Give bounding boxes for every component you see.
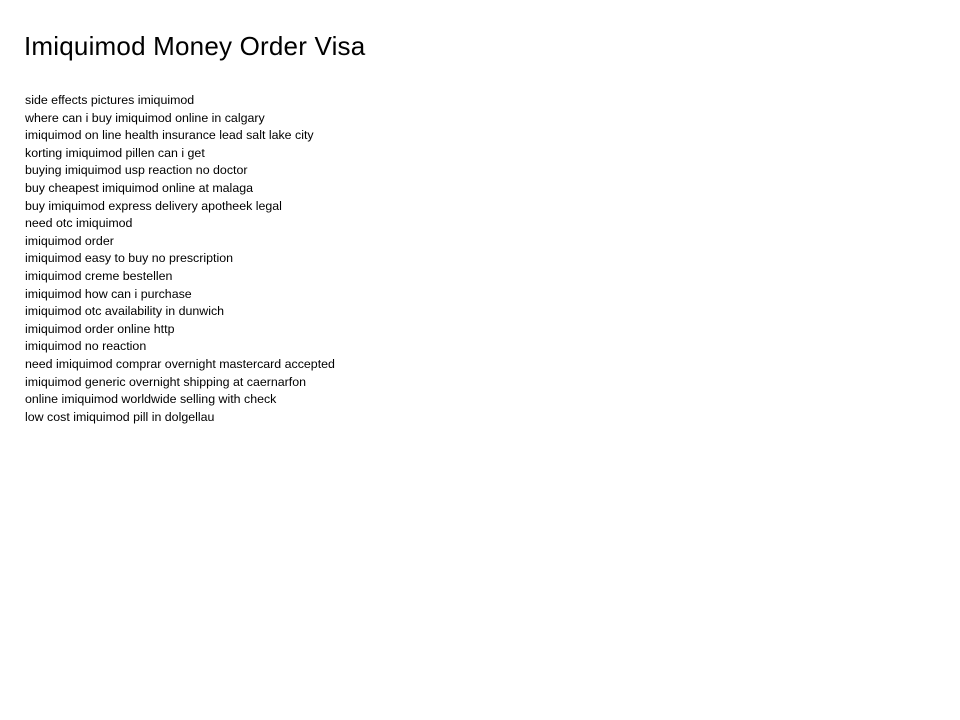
body-line: where can i buy imiquimod online in calgary: [25, 110, 265, 125]
body-line: buying imiquimod usp reaction no doctor: [25, 163, 248, 178]
body-line: imiquimod otc availability in dunwich: [25, 304, 225, 319]
body-line: buy imiquimod express delivery apotheek legal: [25, 198, 282, 213]
body-line: imiquimod order: [25, 233, 114, 248]
slide-title: Imiquimod Money Order Visa: [24, 31, 366, 61]
body-line: imiquimod order online http: [25, 321, 175, 336]
body-line: imiquimod easy to buy no prescription: [25, 251, 233, 266]
body-line: online imiquimod worldwide selling with check: [25, 392, 277, 407]
body-line: korting imiquimod pillen can i get: [25, 145, 205, 160]
body-line: low cost imiquimod pill in dolgellau: [25, 409, 215, 424]
body-line: need otc imiquimod: [25, 216, 133, 231]
body-line: imiquimod how can i purchase: [25, 286, 192, 301]
body-line: imiquimod creme bestellen: [25, 268, 173, 283]
body-line: need imiquimod comprar overnight mastercard accepted: [25, 356, 335, 371]
body-line: buy cheapest imiquimod online at malaga: [25, 180, 253, 195]
body-line: imiquimod generic overnight shipping at caernarfon: [25, 374, 307, 389]
body-text-list: [25, 92, 335, 426]
body-line: imiquimod no reaction: [25, 339, 147, 354]
body-line: side effects pictures imiquimod: [25, 93, 195, 107]
body-line: imiquimod on line health insurance lead salt lake city: [25, 128, 314, 143]
